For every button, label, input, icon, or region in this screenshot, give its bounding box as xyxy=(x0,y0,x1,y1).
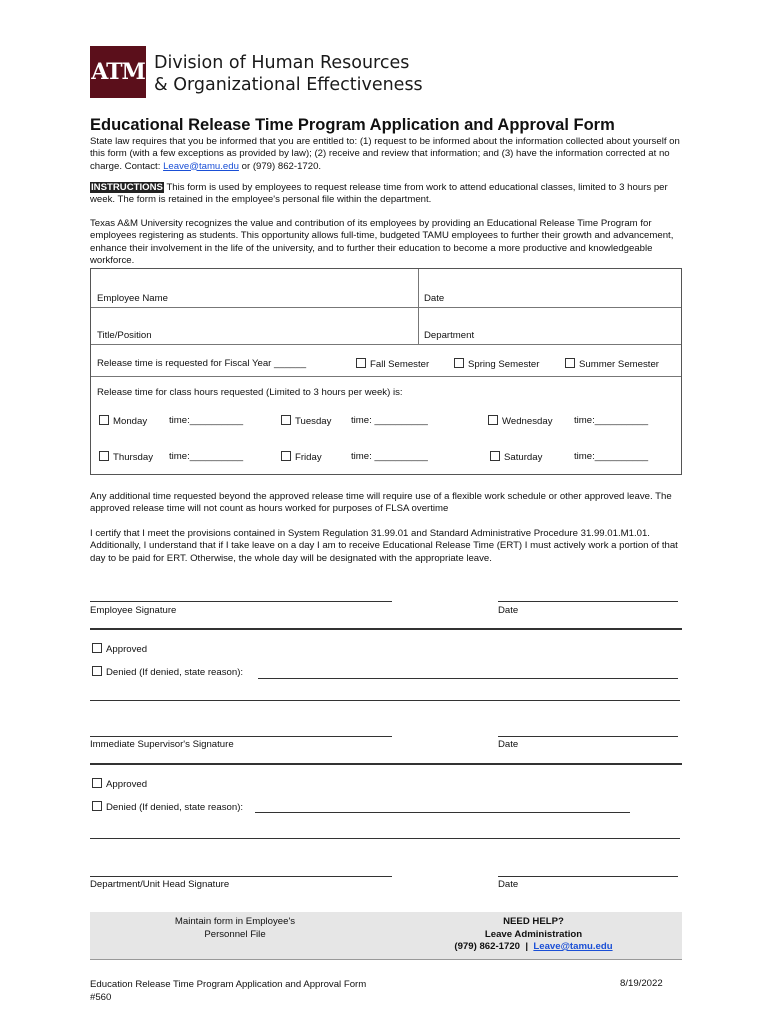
instructions: INSTRUCTIONS This form is used by employees to request release time from work to attend educational classes, limited to 3 hours per week. The form is retained in the employee's personal file within the department. xyxy=(90,182,668,206)
wednesday-time-field[interactable]: time:__________ xyxy=(574,415,649,426)
supervisor-denied-option[interactable]: Denied (If denied, state reason): xyxy=(92,666,243,678)
thursday-option[interactable]: Thursday xyxy=(99,451,153,463)
summer-semester-option[interactable]: Summer Semester xyxy=(565,358,659,370)
saturday-option[interactable]: Saturday xyxy=(490,451,542,463)
supervisor-date-label: Date xyxy=(498,739,519,750)
supervisor-approved-option[interactable]: Approved xyxy=(92,643,147,655)
friday-checkbox[interactable] xyxy=(281,451,291,461)
form-title: Educational Release Time Program Application and Approval Form xyxy=(90,116,615,134)
monday-checkbox[interactable] xyxy=(99,415,109,425)
summer-semester-checkbox[interactable] xyxy=(565,358,575,368)
logo-text: ATM xyxy=(91,59,145,85)
dept-reason-line-2[interactable] xyxy=(90,838,680,839)
org-name xyxy=(154,52,423,96)
fiscal-year-label: Release time is requested for Fiscal Year ______ xyxy=(97,358,307,369)
supervisor-date-line[interactable] xyxy=(498,736,678,737)
spring-semester-checkbox[interactable] xyxy=(454,358,464,368)
fall-semester-checkbox[interactable] xyxy=(356,358,366,368)
tuesday-time-field[interactable]: time: __________ xyxy=(351,415,428,426)
date-label: Date xyxy=(424,293,445,304)
dept-head-signature-label: Department/Unit Head Signature xyxy=(90,879,230,890)
dept-approved-checkbox[interactable] xyxy=(92,778,102,788)
dept-head-date-line[interactable] xyxy=(498,876,678,877)
employee-info-form xyxy=(90,268,682,475)
section-divider xyxy=(90,628,682,630)
monday-time-field[interactable]: time:__________ xyxy=(169,415,244,426)
help-title: NEED HELP? xyxy=(503,916,564,927)
privacy-email-link[interactable]: Leave@tamu.edu xyxy=(163,160,239,172)
wednesday-checkbox[interactable] xyxy=(488,415,498,425)
supervisor-denied-reason-line[interactable] xyxy=(258,678,678,679)
certification-statement: I certify that I meet the provisions contained in System Regulation 31.99.01 and Standard Administrative Procedure 31.99.01.M1.01. Additionally, I understand that if I take leave on a day I am to receive Educational Release Time (ERT) I must actively work a portion of that day to be paid for ERT. Otherwise, the whole day will be designated with the appropriate leave. xyxy=(90,528,678,564)
saturday-checkbox[interactable] xyxy=(490,451,500,461)
supervisor-signature-line[interactable] xyxy=(90,736,392,737)
page-footer-form-name: Education Release Time Program Application and Approval Form #560 xyxy=(90,979,367,1003)
friday-time-field[interactable]: time: __________ xyxy=(351,451,428,462)
spring-semester-option[interactable]: Spring Semester xyxy=(454,358,539,370)
supervisor-denied-checkbox[interactable] xyxy=(92,666,102,676)
form-number: #560 xyxy=(90,992,112,1003)
section-divider xyxy=(90,763,682,765)
org-line-2: & Organizational Effectiveness xyxy=(154,75,423,95)
employee-signature-label: Employee Signature xyxy=(90,605,177,616)
help-email-link[interactable]: Leave@tamu.edu xyxy=(533,941,613,952)
additional-time-notice: Any additional time requested beyond the approved release time will require use of a flexible work schedule or other approved leave. The approved release time will not count as hours worked for purposes of FLSA overtime xyxy=(90,491,672,515)
friday-option[interactable]: Friday xyxy=(281,451,322,463)
title-position-label: Title/Position xyxy=(97,330,152,341)
dept-head-signature-line[interactable] xyxy=(90,876,392,877)
wednesday-option[interactable]: Wednesday xyxy=(488,415,553,427)
dept-denied-checkbox[interactable] xyxy=(92,801,102,811)
dept-denied-reason-line[interactable] xyxy=(255,812,630,813)
monday-option[interactable]: Monday xyxy=(99,415,147,427)
thursday-time-field[interactable]: time:__________ xyxy=(169,451,244,462)
tuesday-checkbox[interactable] xyxy=(281,415,291,425)
dept-approved-option[interactable]: Approved xyxy=(92,778,147,790)
help-phone: (979) 862-1720 xyxy=(454,941,521,952)
help-contact: NEED HELP? Leave Administration (979) 862-1720 | Leave@tamu.edu xyxy=(385,916,682,954)
supervisor-reason-line-2[interactable] xyxy=(90,700,680,701)
supervisor-signature-label: Immediate Supervisor's Signature xyxy=(90,739,234,750)
employee-date-line[interactable] xyxy=(498,601,678,602)
supervisor-approved-checkbox[interactable] xyxy=(92,643,102,653)
employee-date-label: Date xyxy=(498,605,519,616)
help-footer-box xyxy=(90,912,682,960)
instructions-label: INSTRUCTIONS xyxy=(91,182,163,193)
privacy-notice: State law requires that you be informed that you are entitled to: (1) request to be informed about the information collected about yourself on this form (with a few exceptions as provided by law); (2) receive and review that information; and (3) have the information corrected at no charge. Contact: Leave@tamu.edu or (979) 862-1720. xyxy=(90,136,680,172)
help-org: Leave Administration xyxy=(484,928,583,940)
department-label: Department xyxy=(424,330,475,341)
employee-name-label: Employee Name xyxy=(97,293,168,304)
page-footer-date: 8/19/2022 xyxy=(620,978,663,989)
fall-semester-option[interactable]: Fall Semester xyxy=(356,358,429,370)
dept-head-date-label: Date xyxy=(498,879,519,890)
thursday-checkbox[interactable] xyxy=(99,451,109,461)
intro-paragraph: Texas A&M University recognizes the value and contribution of its employees by providing an Educational Release Time Program for employees registering as students. This opportunity allows full-time, budgeted TAMU employees to further their growth and advancement, enhance their involvement in the life of the university, and to further their education to become a more productive and knowledgeable workforce. xyxy=(90,218,674,266)
org-line-1: Division of Human Resources xyxy=(154,53,410,73)
saturday-time-field[interactable]: time:__________ xyxy=(574,451,649,462)
maintain-note: Maintain form in Employee's Personnel File xyxy=(174,916,296,940)
tuesday-option[interactable]: Tuesday xyxy=(281,415,331,427)
class-hours-label: Release time for class hours requested (Limited to 3 hours per week) is: xyxy=(97,387,403,398)
employee-signature-line[interactable] xyxy=(90,601,392,602)
dept-denied-option[interactable]: Denied (If denied, state reason): xyxy=(92,801,243,813)
tamu-logo xyxy=(90,46,146,98)
